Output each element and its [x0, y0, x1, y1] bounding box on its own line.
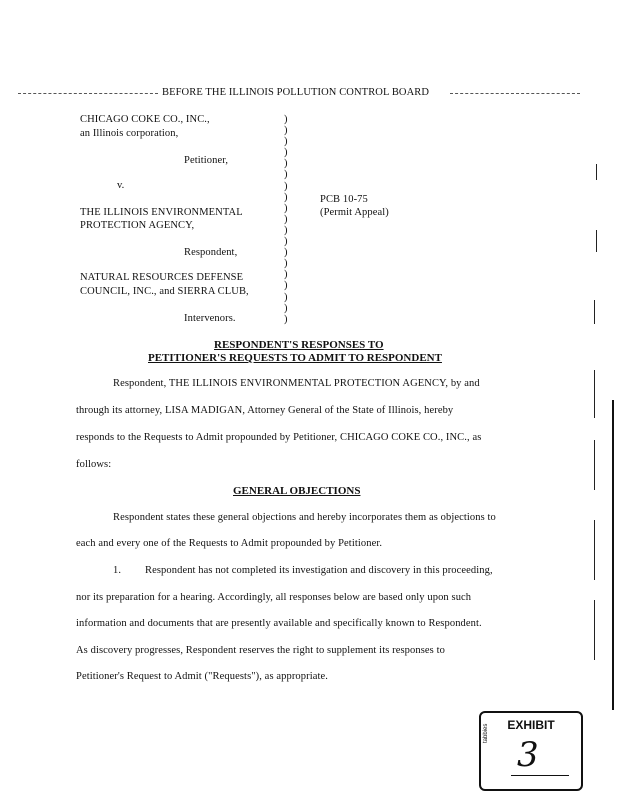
court-title: BEFORE THE ILLINOIS POLLUTION CONTROL BOARD	[162, 87, 430, 98]
exhibit-sticker	[479, 711, 583, 791]
scan-edge-mark	[596, 164, 597, 180]
header-rule-right	[450, 93, 580, 95]
caption-divider: ) ) ) ) ) ) ) ) ) ) ) ) ) ) ) ) ) ) )	[284, 114, 288, 325]
item-1-line-1: Respondent has not completed its investigation and discovery in this proceeding,	[145, 565, 493, 576]
petitioner-name: CHICAGO COKE CO., INC.,	[80, 114, 210, 125]
exhibit-number: 3	[517, 735, 539, 775]
petitioner-label: Petitioner,	[184, 155, 229, 166]
header-rule-left	[18, 93, 158, 95]
intro-line-4: follows:	[76, 459, 112, 470]
respondent-label: Respondent,	[184, 247, 238, 258]
scan-edge-mark	[594, 440, 595, 490]
intro-line-2: through its attorney, LISA MADIGAN, Attorney General of the State of Illinois, hereby	[76, 405, 454, 416]
scan-edge-mark	[596, 230, 597, 252]
section-heading: GENERAL OBJECTIONS	[233, 485, 361, 497]
intro-line-1: Respondent, THE ILLINOIS ENVIRONMENTAL PROTECTION AGENCY, by and	[113, 378, 480, 389]
intervenor-label: Intervenors.	[184, 313, 236, 324]
item-1-line-4: As discovery progresses, Respondent reserves the right to supplement its responses to	[76, 645, 445, 656]
respondent-name-line1: THE ILLINOIS ENVIRONMENTAL	[80, 207, 243, 218]
scan-edge-mark	[594, 370, 595, 418]
item-1-line-2: nor its preparation for a hearing. Accordingly, all responses below are based only upon such	[76, 592, 472, 603]
item-1-number: 1.	[113, 565, 122, 576]
exhibit-side-text: tabbies	[483, 723, 489, 743]
intervenor-name-line2: COUNCIL, INC., and SIERRA CLUB,	[80, 286, 249, 297]
objections-line-1: Respondent states these general objections and hereby incorporates them as objections to	[113, 512, 496, 523]
scan-edge-mark	[594, 520, 595, 580]
petitioner-description: an Illinois corporation,	[80, 128, 179, 139]
intro-line-3: responds to the Requests to Admit propounded by Petitioner, CHICAGO COKE CO., INC., as	[76, 432, 482, 443]
scan-edge-mark	[594, 300, 595, 324]
scan-edge-bar	[612, 400, 614, 710]
case-number: PCB 10-75	[320, 194, 368, 205]
document-title-line1: RESPONDENT'S RESPONSES TO	[214, 339, 384, 351]
document-title-line2: PETITIONER'S REQUESTS TO ADMIT TO RESPONDENT	[148, 352, 442, 364]
scan-edge-mark	[594, 600, 595, 660]
objections-line-2: each and every one of the Requests to Admit propounded by Petitioner.	[76, 538, 383, 549]
exhibit-underline	[511, 775, 569, 776]
case-type: (Permit Appeal)	[320, 207, 389, 218]
item-1-line-5: Petitioner's Request to Admit ("Requests"), as appropriate.	[76, 671, 328, 682]
respondent-name-line2: PROTECTION AGENCY,	[80, 220, 195, 231]
item-1-line-3: information and documents that are presently available and specifically known to Respondent.	[76, 618, 482, 629]
intervenor-name-line1: NATURAL RESOURCES DEFENSE	[80, 272, 244, 283]
exhibit-label: EXHIBIT	[507, 718, 555, 732]
versus: v.	[117, 180, 125, 191]
